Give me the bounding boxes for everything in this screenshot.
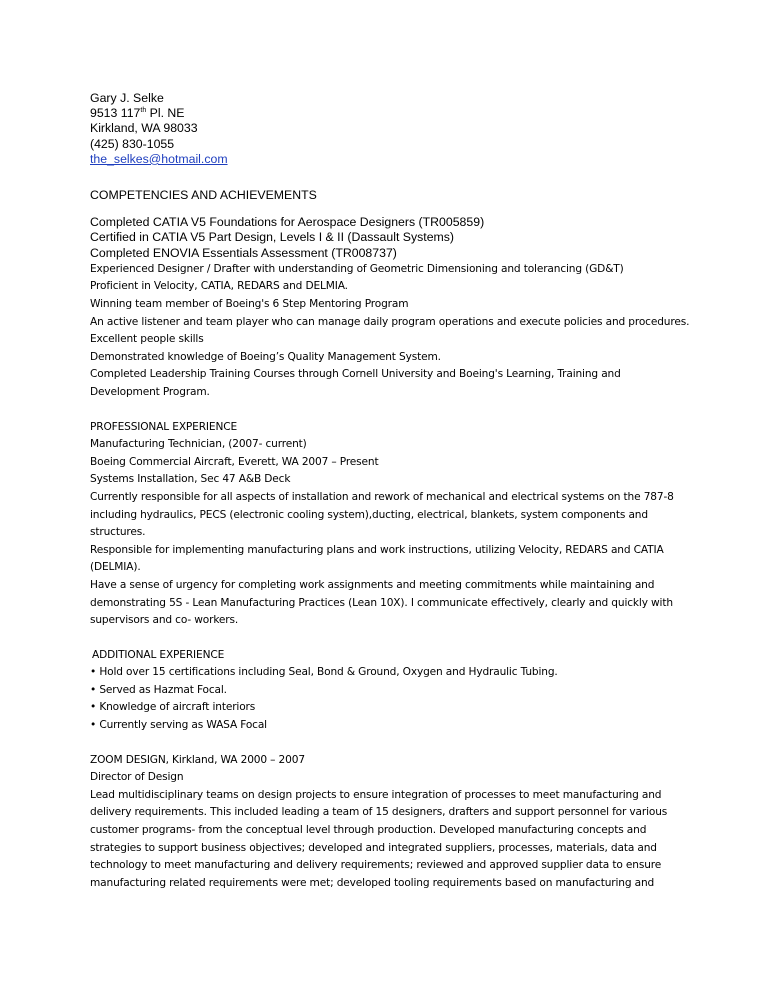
zoom-design-section: [90, 752, 710, 893]
zoom-line: technology to meet manufacturing and delivery requirements; reviewed and approved supplier data to ensure: [90, 859, 662, 872]
professional-experience-section: [90, 419, 710, 630]
competency-item: Demonstrated knowledge of Boeing’s Quality Management System.: [90, 350, 441, 363]
competencies-heading: COMPETENCIES AND ACHIEVEMENTS: [90, 188, 317, 203]
email-link[interactable]: the_selkes@hotmail.com: [90, 151, 228, 166]
competency-item: Experienced Designer / Drafter with understanding of Geometric Dimensioning and tolerancing (GD&T): [90, 262, 624, 275]
experience-line: structures.: [90, 526, 146, 539]
zoom-line: strategies to support business objectives; developed and integrated suppliers, processes, materials, data and: [90, 841, 657, 854]
experience-line: Systems Installation, Sec 47 A&B Deck: [90, 473, 291, 486]
resume-page: [90, 91, 710, 892]
additional-bullet: • Knowledge of aircraft interiors: [90, 701, 256, 714]
experience-line: Responsible for implementing manufacturing plans and work instructions, utilizing Velocity, REDARS and CATIA: [90, 543, 664, 556]
additional-bullet: • Currently serving as WASA Focal: [90, 719, 267, 732]
competency-item: An active listener and team player who can manage daily program operations and execute policies and procedures.: [90, 315, 690, 328]
cert-line: Completed CATIA V5 Foundations for Aerospace Designers (TR005859): [90, 215, 485, 230]
additional-bullet: • Served as Hazmat Focal.: [90, 683, 227, 696]
zoom-line: manufacturing related requirements were met; developed tooling requirements based on manufacturing and: [90, 876, 655, 889]
experience-line: (DELMIA).: [90, 561, 141, 574]
city-state-zip: Kirkland, WA 98033: [90, 121, 198, 136]
zoom-line: customer programs- from the conceptual level through production. Developed manufacturing concepts and: [90, 824, 647, 837]
street-address: [90, 106, 710, 121]
address-superscript: th: [140, 107, 147, 115]
zoom-line: delivery requirements. This included leading a team of 15 designers, drafters and support personnel for various: [90, 806, 668, 819]
competency-item: Development Program.: [90, 385, 210, 398]
additional-experience-section: [90, 647, 710, 735]
contact-block: [90, 91, 710, 167]
competency-item: Excellent people skills: [90, 333, 204, 346]
additional-bullet: • Hold over 15 certifications including Seal, Bond & Ground, Oxygen and Hydraulic Tubing.: [90, 666, 558, 679]
experience-line: Manufacturing Technician, (2007- current): [90, 438, 307, 451]
competency-item: Winning team member of Boeing's 6 Step Mentoring Program: [90, 298, 409, 311]
address-number: 9513 117: [90, 106, 141, 121]
competency-item: Proficient in Velocity, CATIA, REDARS and DELMIA.: [90, 280, 348, 293]
competencies-list: [90, 261, 710, 402]
cert-line: Certified in CATIA V5 Part Design, Levels I & II (Dassault Systems): [90, 230, 455, 245]
experience-line: Currently responsible for all aspects of installation and rework of mechanical and electrical systems on the 787-8: [90, 490, 674, 503]
experience-line: demonstrating 5S - Lean Manufacturing Practices (Lean 10X). I communicate effectively, clearly and quickly with: [90, 596, 673, 609]
applicant-name: Gary J. Selke: [90, 91, 164, 105]
experience-line: Have a sense of urgency for completing work assignments and meeting commitments while maintaining and: [90, 578, 655, 591]
cert-line: Completed ENOVIA Essentials Assessment (TR008737): [90, 245, 397, 260]
zoom-title: Director of Design: [90, 771, 184, 784]
experience-line: supervisors and co- workers.: [90, 614, 239, 627]
address-street: Pl. NE: [146, 106, 185, 121]
additional-heading: ADDITIONAL EXPERIENCE: [92, 648, 225, 661]
professional-heading: PROFESSIONAL EXPERIENCE: [90, 420, 238, 433]
phone-number: (425) 830-1055: [90, 136, 175, 151]
experience-line: including hydraulics, PECS (electronic cooling system),ducting, electrical, blankets, system components and: [90, 508, 648, 521]
experience-line: Boeing Commercial Aircraft, Everett, WA 2007 – Present: [90, 455, 379, 468]
zoom-company: ZOOM DESIGN, Kirkland, WA 2000 – 2007: [90, 753, 305, 766]
zoom-line: Lead multidisciplinary teams on design projects to ensure integration of processes to meet manufacturing and: [90, 788, 662, 801]
competency-item: Completed Leadership Training Courses through Cornell University and Boeing's Learning, Training and: [90, 368, 621, 381]
certifications-list: [90, 215, 710, 261]
